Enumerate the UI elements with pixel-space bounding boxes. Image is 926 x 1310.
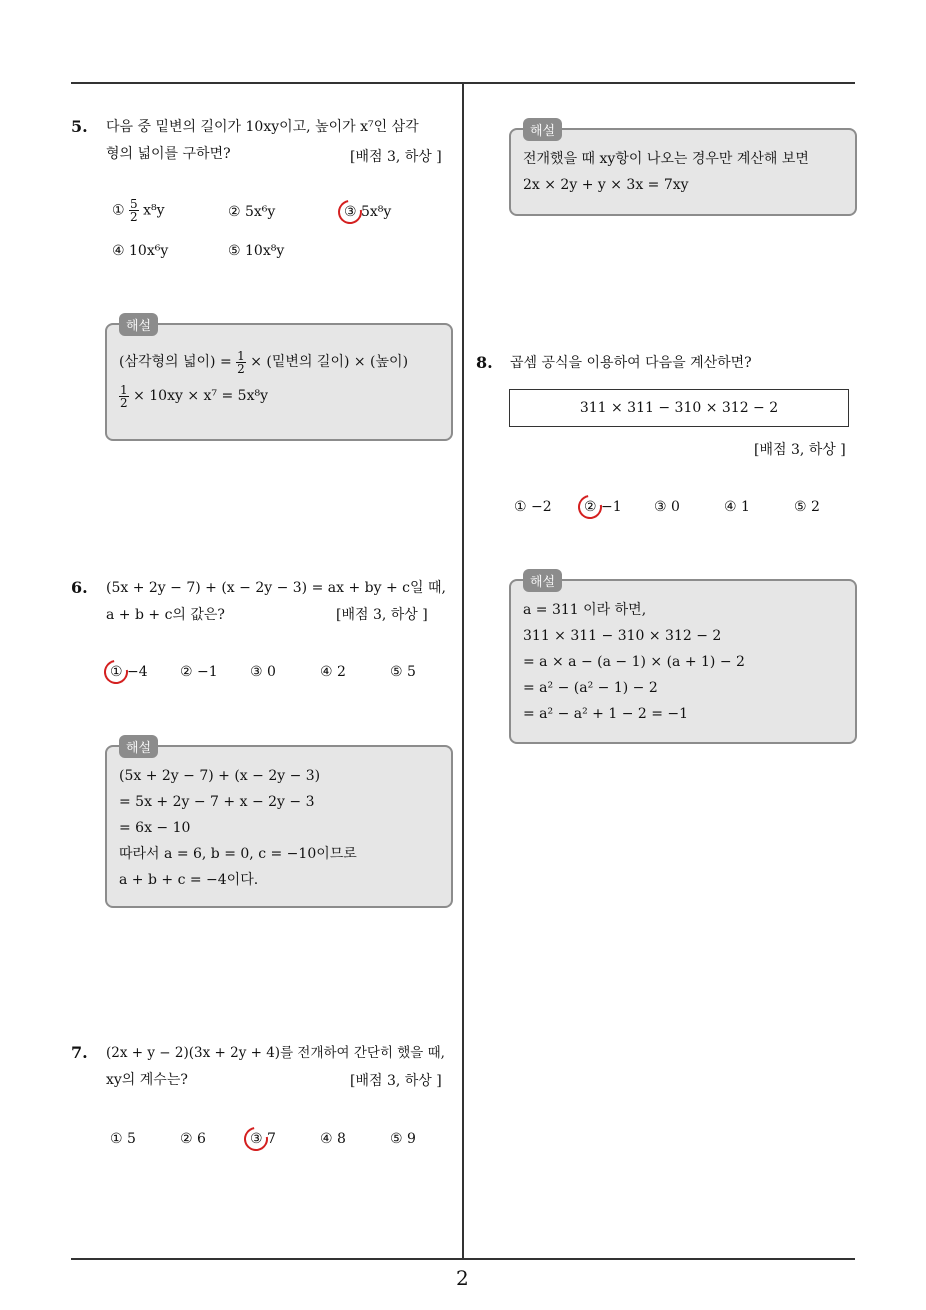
question-5-number: 5. bbox=[71, 117, 88, 136]
q6-solution-line-5: a + b + c = −4이다. bbox=[119, 872, 259, 888]
q5-solution-line-1b: × (밑변의 길이) × (높이) bbox=[250, 354, 409, 370]
question-8-line-1: 곱셈 공식을 이용하여 다음을 계산하면? bbox=[510, 355, 752, 371]
q6-solution-line-4: 따라서 a = 6, b = 0, c = −10이므로 bbox=[119, 846, 357, 862]
question-6-score: [배점 3, 하상 ] bbox=[336, 607, 428, 623]
q7-solution-line-2: 2x × 2y + y × 3x = 7xy bbox=[523, 177, 689, 193]
q8-solution-line-4: = a² − (a² − 1) − 2 bbox=[523, 680, 658, 696]
question-7-score: [배점 3, 하상 ] bbox=[350, 1073, 442, 1089]
q5-choice-5[interactable]: ⑤ 10x⁸y bbox=[228, 243, 285, 259]
q6-solution-body bbox=[119, 763, 357, 893]
q5-solution-frac-2-den: 2 bbox=[120, 395, 128, 410]
q8-solution-line-2: 311 × 311 − 310 × 312 − 2 bbox=[523, 628, 722, 644]
q5-solution-line-1a: (삼각형의 넓이) = bbox=[119, 354, 232, 370]
q7-solution-tag: 해설 bbox=[523, 118, 562, 141]
q7-choice-1[interactable]: ① 5 bbox=[110, 1131, 136, 1147]
q8-solution-line-1: a = 311 이라 하면, bbox=[523, 602, 647, 618]
q8-answer-mark bbox=[573, 490, 606, 523]
q8-boxed-expression: 311 × 311 − 310 × 312 − 2 bbox=[509, 389, 849, 427]
q8-choice-3[interactable]: ③ 0 bbox=[654, 499, 680, 515]
q6-solution-line-2: = 5x + 2y − 7 + x − 2y − 3 bbox=[119, 794, 315, 810]
q8-choice-2[interactable]: ② −1 bbox=[584, 499, 622, 515]
bottom-rule bbox=[71, 1258, 855, 1260]
q6-solution-line-1: (5x + 2y − 7) + (x − 2y − 3) bbox=[119, 768, 321, 784]
q5-choice-2[interactable]: ② 5x⁶y bbox=[228, 204, 276, 220]
question-5-score: [배점 3, 하상 ] bbox=[350, 149, 442, 165]
q8-solution-box bbox=[509, 575, 857, 744]
q7-choice-3[interactable]: ③ 7 bbox=[250, 1131, 276, 1147]
question-7-number: 7. bbox=[71, 1043, 88, 1062]
q6-choice-1[interactable]: ① −4 bbox=[110, 664, 148, 680]
q7-solution-line-1: 전개했을 때 xy항이 나오는 경우만 계산해 보면 bbox=[523, 151, 809, 167]
q6-choice-3[interactable]: ③ 0 bbox=[250, 664, 276, 680]
q5-solution-box bbox=[105, 319, 453, 441]
q7-choice-2[interactable]: ② 6 bbox=[180, 1131, 206, 1147]
q7-solution-box bbox=[509, 124, 857, 216]
q6-choice-4[interactable]: ④ 2 bbox=[320, 664, 346, 680]
q7-choice-4[interactable]: ④ 8 bbox=[320, 1131, 346, 1147]
question-6-line-1: (5x + 2y − 7) + (x − 2y − 3) = ax + by + c일 때, bbox=[106, 580, 446, 596]
q7-choice-5[interactable]: ⑤ 9 bbox=[390, 1131, 416, 1147]
question-6-line-2: a + b + c의 값은? bbox=[106, 607, 225, 623]
q6-choice-5[interactable]: ⑤ 5 bbox=[390, 664, 416, 680]
q6-solution-box bbox=[105, 741, 453, 908]
q5-solution-frac-2-num: 1 bbox=[120, 382, 128, 397]
question-5-line-1: 다음 중 밑변의 길이가 10xy이고, 높이가 x⁷인 삼각 bbox=[106, 119, 419, 135]
q5-answer-mark bbox=[333, 195, 366, 228]
q5-solution-line-2b: × 10xy × x⁷ = 5x⁸y bbox=[133, 388, 268, 404]
q6-solution-tag: 해설 bbox=[119, 735, 158, 758]
q5-solution-line-1 bbox=[119, 345, 408, 379]
page-number: 2 bbox=[456, 1266, 469, 1290]
q5-choice-1-numerator: 5 bbox=[130, 197, 138, 211]
q8-solution-line-3: = a × a − (a − 1) × (a + 1) − 2 bbox=[523, 654, 745, 670]
q5-solution-frac-1-den: 2 bbox=[237, 361, 245, 376]
q5-solution-fraction-2 bbox=[119, 384, 129, 409]
question-5-line-2: 형의 넓이를 구하면? bbox=[106, 146, 231, 162]
q5-choice-1-denominator: 2 bbox=[130, 210, 138, 224]
q5-choice-1-marker: ① bbox=[112, 202, 125, 219]
question-8-score: [배점 3, 하상 ] bbox=[754, 442, 846, 458]
q5-solution-tag: 해설 bbox=[119, 313, 158, 336]
q5-solution-body bbox=[119, 345, 408, 413]
question-7-line-1: (2x + y − 2)(3x + 2y + 4)를 전개하여 간단히 했을 때, bbox=[106, 1045, 445, 1061]
q5-solution-line-2 bbox=[119, 379, 408, 413]
q5-choice-4[interactable]: ④ 10x⁶y bbox=[112, 243, 169, 259]
q5-choice-1-rest: x⁸y bbox=[143, 202, 165, 219]
q6-choice-2[interactable]: ② −1 bbox=[180, 664, 218, 680]
question-7-line-2: xy의 계수는? bbox=[106, 1072, 188, 1088]
q7-solution-body bbox=[523, 146, 809, 198]
q8-choice-4[interactable]: ④ 1 bbox=[724, 499, 750, 515]
q7-answer-mark bbox=[239, 1122, 272, 1155]
q5-solution-frac-1-num: 1 bbox=[237, 348, 245, 363]
q8-solution-line-5: = a² − a² + 1 − 2 = −1 bbox=[523, 706, 689, 722]
column-divider bbox=[462, 82, 464, 1260]
question-6-number: 6. bbox=[71, 578, 88, 597]
q5-choice-1-fraction bbox=[129, 198, 139, 223]
q5-choice-1[interactable] bbox=[112, 198, 165, 223]
q6-answer-mark bbox=[99, 655, 132, 688]
q5-solution-fraction-1 bbox=[236, 350, 246, 375]
question-8-text bbox=[510, 350, 752, 377]
q6-solution-line-3: = 6x − 10 bbox=[119, 820, 191, 836]
q8-choice-1[interactable]: ① −2 bbox=[514, 499, 552, 515]
q8-solution-body bbox=[523, 597, 745, 727]
question-8-number: 8. bbox=[476, 353, 493, 372]
q8-solution-tag: 해설 bbox=[523, 569, 562, 592]
q8-choice-5[interactable]: ⑤ 2 bbox=[794, 499, 820, 515]
q5-choice-3[interactable]: ③ 5x⁸y bbox=[344, 204, 392, 220]
